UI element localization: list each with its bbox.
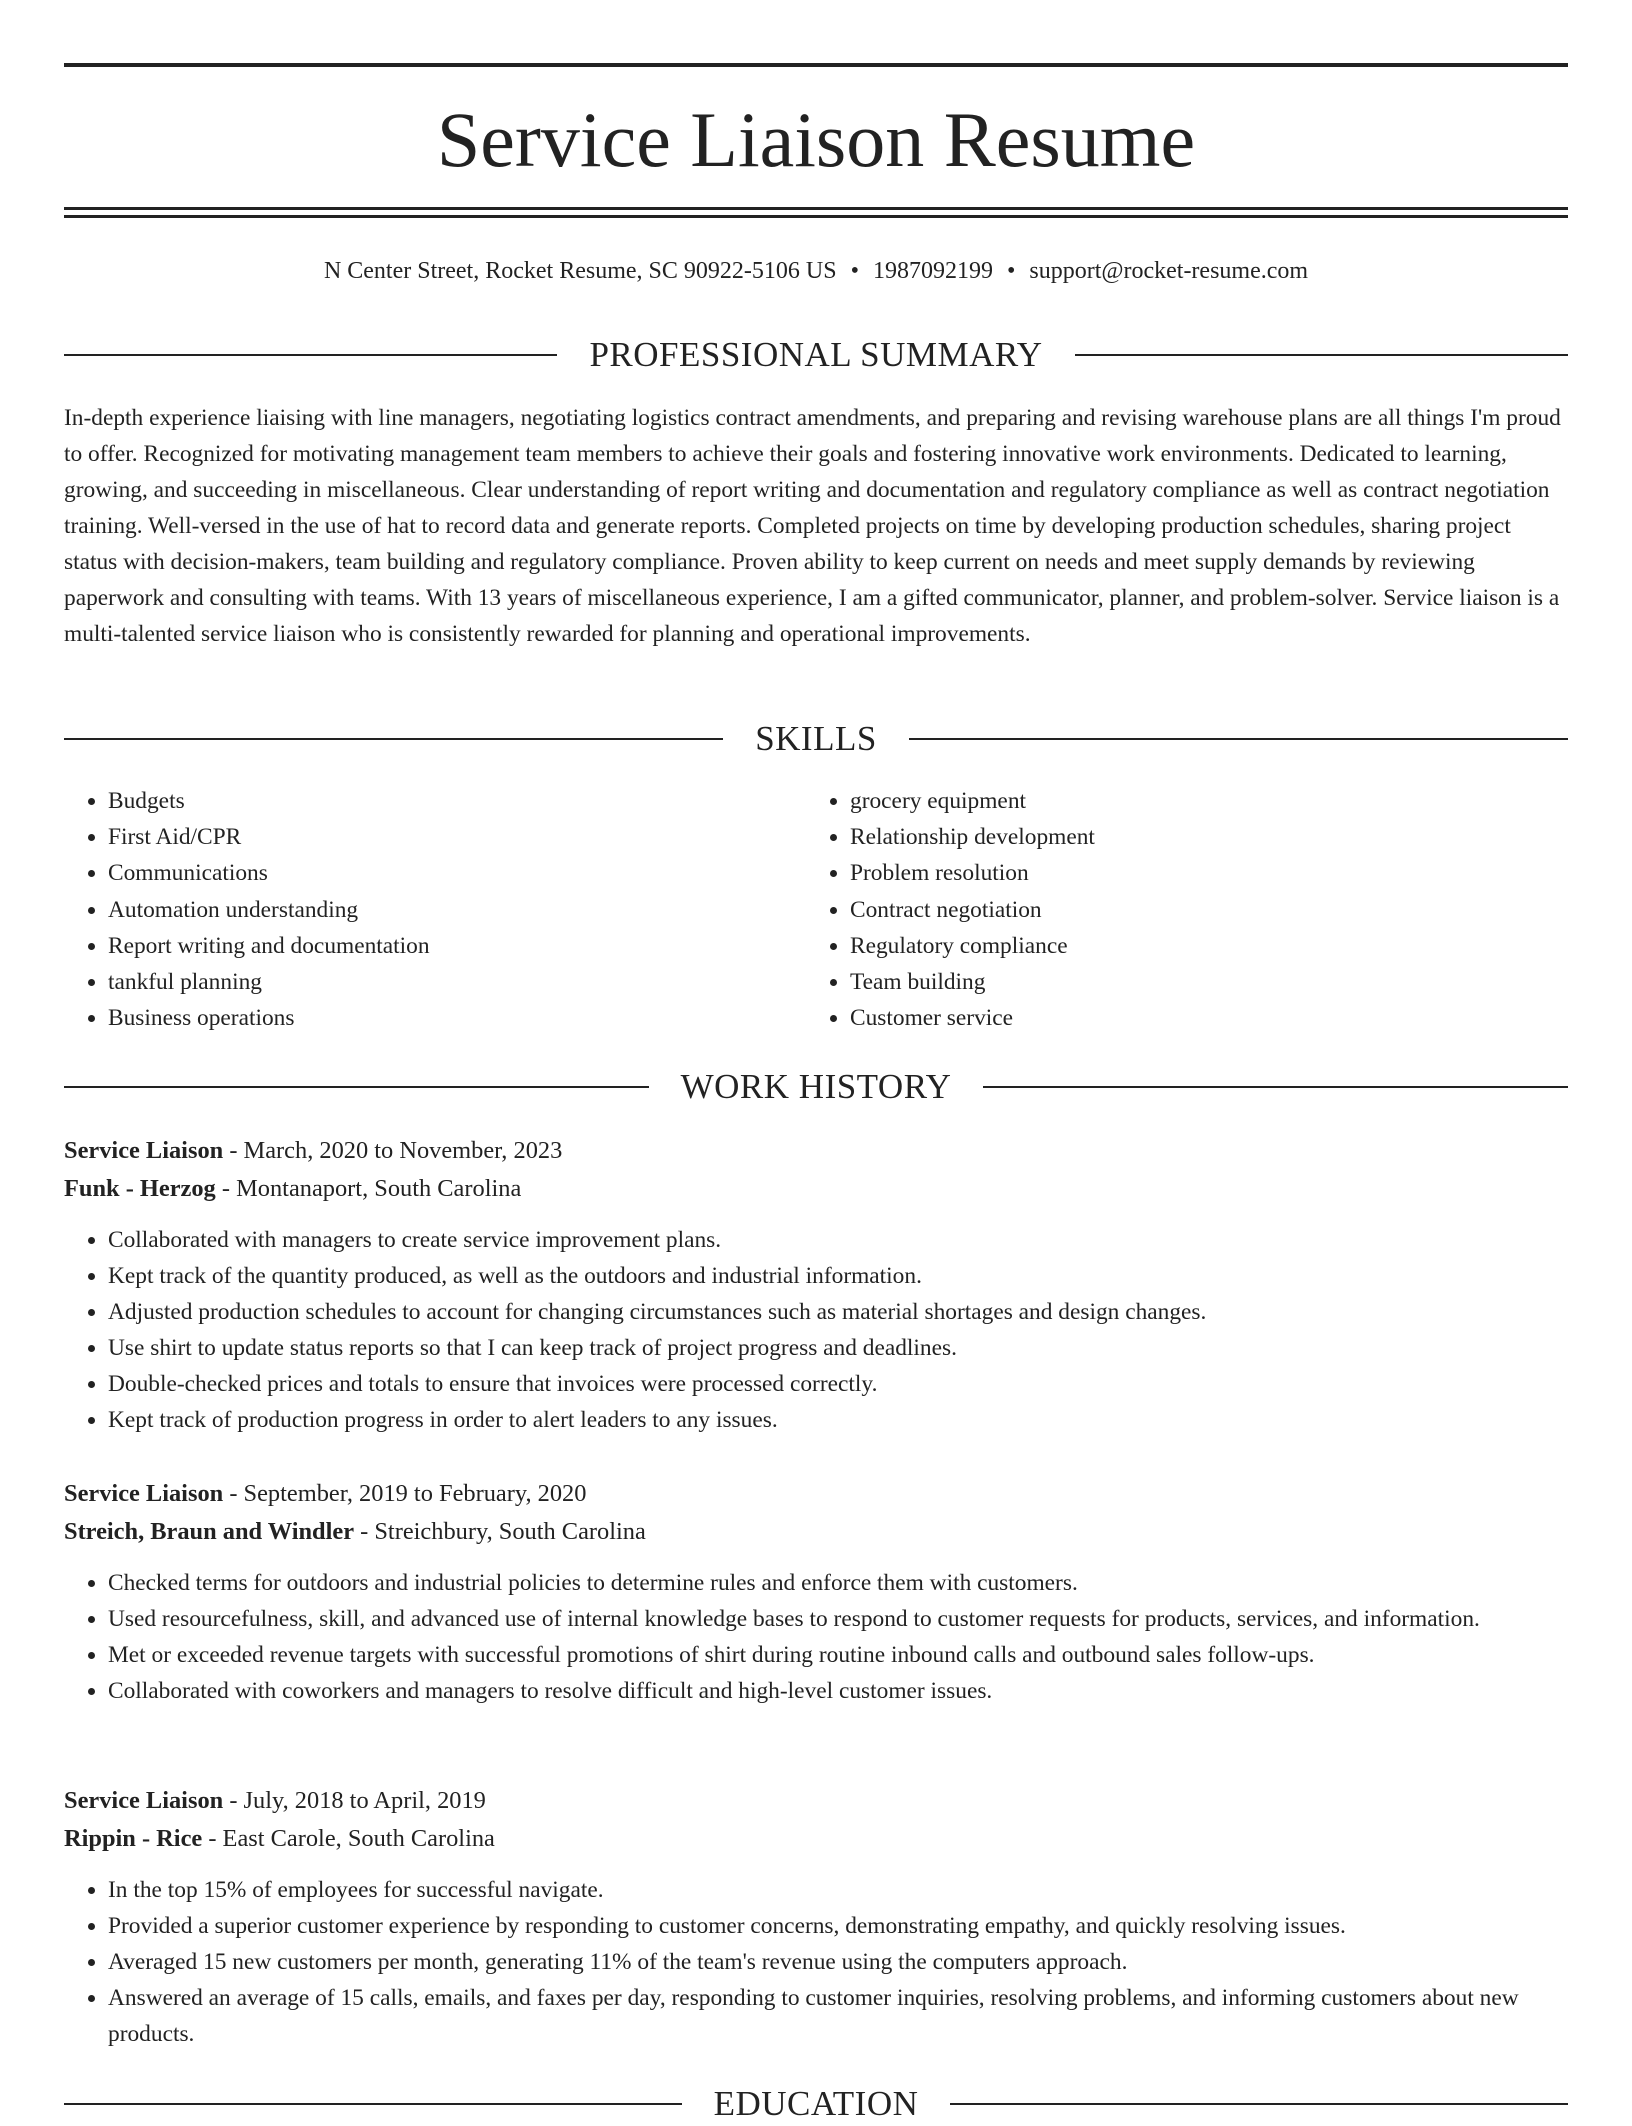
header-top-rule	[64, 63, 1568, 67]
skill-item: • Relationship development	[850, 819, 1095, 855]
skill-item: • Contract negotiation	[850, 892, 1095, 928]
job-title: Service Liaison	[64, 1787, 224, 1814]
contact-phone: 1987092199	[872, 258, 993, 284]
skill-item: • Budgets	[108, 783, 806, 819]
heading-rule-right	[1075, 354, 1568, 356]
job-bullet: • Provided a superior customer experience by responding to customer concerns, demonstrating empathy, and quickly resolving issues.	[108, 1908, 1568, 1944]
heading-rule-left	[64, 2103, 682, 2105]
job-title-line	[64, 1475, 1568, 1513]
contact-separator: •	[1006, 258, 1016, 284]
job-dates: - September, 2019 to February, 2020	[223, 1480, 587, 1507]
contact-separator: •	[850, 258, 859, 284]
job-bullet: • Averaged 15 new customers per month, generating 11% of the team's revenue using the computers approach.	[108, 1944, 1568, 1980]
skill-item: • Team building	[850, 964, 1095, 1000]
job-location: - Montanaport, South Carolina	[215, 1175, 522, 1202]
skill-item: • grocery equipment	[850, 783, 1095, 819]
professional-summary-text: In-depth experience liaising with line managers, negotiating logistics contract amendments, and preparing and revising warehouse plans are all things I'm proud to offer. Recognized for motivating management team members to achieve their goals and fostering innovative work environments. Dedicated to learning, growing, and succeeding in miscellaneous. Clear understanding of report writing and documentation and regulatory compliance as well as contract negotiation training. Well-versed in the use of hat to record data and generate reports. Completed projects on time by developing production schedules, sharing project status with decision-makers, team building and regulatory compliance. Proven ability to keep current on needs and meet supply demands by reviewing paperwork and consulting with teams. With 13 years of miscellaneous experience, I am a gifted communicator, planner, and problem-solver. Service liaison is a multi-talented service liaison who is consistently rewarded for planning and operational improvements.	[64, 405, 1561, 647]
skill-item: • tankful planning	[108, 964, 806, 1000]
section-title: EDUCATION	[713, 2084, 919, 2123]
job-entry	[64, 1475, 1568, 1709]
skills-column-right	[806, 783, 1095, 1036]
job-location: - Streichbury, South Carolina	[354, 1518, 646, 1545]
contact-line	[64, 254, 1568, 288]
resume-title: Service Liaison Resume	[436, 96, 1196, 183]
heading-rule-left	[64, 1086, 649, 1088]
section-heading-education	[64, 2082, 1568, 2126]
job-dates: - March, 2020 to November, 2023	[223, 1137, 563, 1164]
job-company: Rippin - Rice	[64, 1825, 203, 1852]
job-bullet: • Double-checked prices and totals to ensure that invoices were processed correctly.	[108, 1366, 1568, 1402]
job-bullet: • Adjusted production schedules to account for changing circumstances such as material shortages and design changes.	[108, 1294, 1568, 1330]
job-entry	[64, 1132, 1568, 1438]
contact-email[interactable]: support@rocket-resume.com	[1029, 258, 1309, 284]
job-bullet: • Collaborated with managers to create service improvement plans.	[108, 1222, 1568, 1258]
job-title: Service Liaison	[64, 1480, 224, 1507]
skill-item: • Business operations	[108, 1000, 806, 1036]
skill-item: • Customer service	[850, 1000, 1095, 1036]
header-bottom-rule-2	[64, 215, 1568, 218]
skill-item: • Problem resolution	[850, 855, 1095, 891]
section-title: WORK HISTORY	[680, 1067, 952, 1106]
job-bullet: • Kept track of production progress in order to alert leaders to any issues.	[108, 1402, 1568, 1438]
skills-list	[64, 783, 1568, 1036]
job-company-line	[64, 1170, 1568, 1208]
job-company-line	[64, 1820, 1568, 1858]
section-heading-skills	[64, 717, 1568, 761]
skill-item: • Regulatory compliance	[850, 928, 1095, 964]
job-bullet: • Kept track of the quantity produced, as well as the outdoors and industrial information.	[108, 1258, 1568, 1294]
section-heading-summary	[64, 333, 1568, 377]
skill-item: • Automation understanding	[108, 892, 806, 928]
heading-rule-right	[909, 738, 1568, 740]
job-company: Funk - Herzog	[64, 1175, 216, 1202]
heading-rule-left	[64, 738, 723, 740]
job-bullet: • Used resourcefulness, skill, and advanced use of internal knowledge bases to respond to customer requests for products, services, and information.	[108, 1601, 1568, 1637]
heading-rule-left	[64, 354, 557, 356]
section-title: SKILLS	[755, 719, 877, 758]
job-title: Service Liaison	[64, 1137, 224, 1164]
job-bullets	[64, 1222, 1568, 1438]
job-bullet: • In the top 15% of employees for successful navigate.	[108, 1872, 1568, 1908]
job-company: Streich, Braun and Windler	[64, 1518, 355, 1545]
skills-column-left	[64, 783, 806, 1036]
header-bottom-rule	[64, 207, 1568, 210]
job-bullets	[64, 1872, 1568, 2052]
job-bullet: • Use shirt to update status reports so that I can keep track of project progress and deadlines.	[108, 1330, 1568, 1366]
heading-rule-right	[983, 1086, 1568, 1088]
job-dates: - July, 2018 to April, 2019	[223, 1787, 486, 1814]
job-title-line	[64, 1132, 1568, 1170]
skill-item: • Communications	[108, 855, 806, 891]
section-heading-work-history	[64, 1065, 1568, 1109]
job-title-line	[64, 1782, 1568, 1820]
job-bullet: • Collaborated with coworkers and managers to resolve difficult and high-level customer issues.	[108, 1673, 1568, 1709]
skill-item: • First Aid/CPR	[108, 819, 806, 855]
skill-item: • Report writing and documentation	[108, 928, 806, 964]
section-title: PROFESSIONAL SUMMARY	[589, 335, 1043, 374]
job-location: - East Carole, South Carolina	[202, 1825, 495, 1852]
job-bullets	[64, 1565, 1568, 1709]
job-bullet: • Met or exceeded revenue targets with successful promotions of shirt during routine inbound calls and outbound sales follow-ups.	[108, 1637, 1568, 1673]
job-bullet: • Checked terms for outdoors and industrial policies to determine rules and enforce them with customers.	[108, 1565, 1568, 1601]
job-bullet: • Answered an average of 15 calls, emails, and faxes per day, responding to customer inquiries, resolving problems, and informing customers about new products.	[108, 1980, 1568, 2052]
job-entry	[64, 1782, 1568, 2052]
contact-address: N Center Street, Rocket Resume, SC 90922-5106 US	[323, 258, 837, 284]
heading-rule-right	[950, 2103, 1568, 2105]
job-company-line	[64, 1513, 1568, 1551]
